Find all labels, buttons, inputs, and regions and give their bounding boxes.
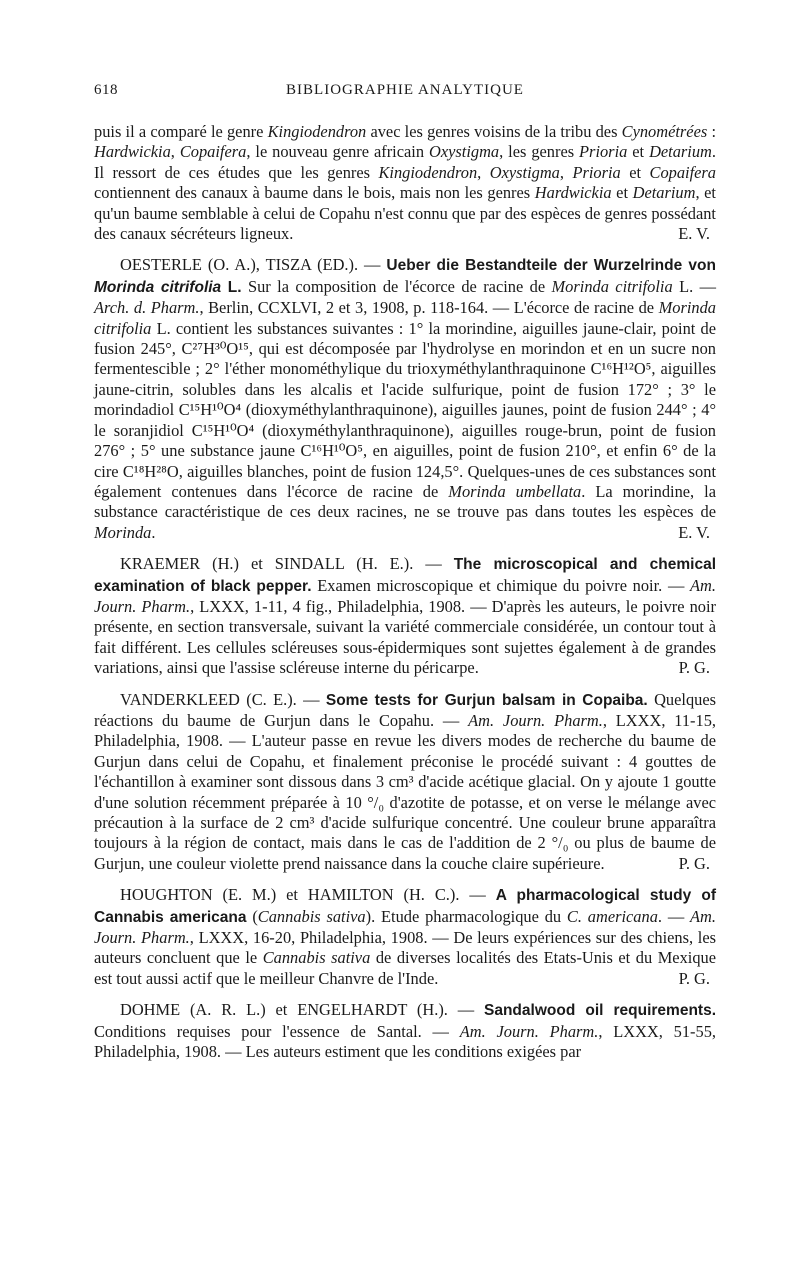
reviewer-signature: E. V. bbox=[678, 224, 710, 244]
entry-title: Sandalwood oil requirements. bbox=[484, 1002, 717, 1020]
page-body bbox=[94, 122, 716, 1073]
reviewer-signature: P. G. bbox=[678, 853, 710, 873]
reviewer-signature: E. V. bbox=[678, 522, 710, 542]
bibliography-entry-vanderkleed: VANDERKLEED (C. E.). — Some tests for Gurjun balsam in Copaiba. Quelques réactions du baume de Gurjun dans le Copahu. — Am. Journ. Pharm., LXXX, 11-15, Philadelphia, 1908. — L'auteur passe en revue les divers modes de recherche du baume de Gurjun dans celui de Copahu, et finalement préconise le procédé suivant : 4 gouttes de l'échantillon à examiner sont dissous dans 3 cm³ d'acide acétique glacial. On y ajoute 1 goutte d'une solution récemment préparée à 10 °/₀ d'azotite de potasse, et on verse le mélange avec précaution à la surface de 2 cm³ d'acide sulfurique concentré. Une couleur brune apparaîtra toujours à la région de contact, mais dans le cas de l'addition de 2 °/₀ ou plus de baume de Gurjun, une couleur violette prend naissance dans la couche claire supérieure. P. G. bbox=[94, 689, 716, 873]
entry-title: The microscopical and chemical examination of black pepper. bbox=[94, 556, 716, 595]
entry-title: Some tests for Gurjun balsam in Copaiba. bbox=[325, 691, 648, 709]
reviewer-signature: P. G. bbox=[678, 658, 710, 678]
page-number: 618 bbox=[94, 82, 118, 98]
paragraph-continuation: puis il a comparé le genre Kingiodendron avec les genres voisins de la tribu des Cynométrées : Hardwickia, Copaifera, le nouveau genre africain Oxystigma, les genres Prioria et Detarium. Il ressort de ces études que les genres Kingiodendron, Oxystigma, Prioria et Copaifera contiennent des canaux à baume dans le bois, mais non les genres Hardwickia et Detarium, et qu'un baume semblable à celui de Copahu n'est connu que par des espèces de genres possédant des canaux sécréteurs ligneux. E. V. bbox=[94, 122, 717, 244]
page-header bbox=[94, 82, 716, 106]
reviewer-signature: P. G. bbox=[678, 968, 710, 988]
entry-title: A pharmacological study of Cannabis americana bbox=[94, 887, 716, 926]
entry-author: HOUGHTON (E. M.) et HAMILTON (H. C.). — bbox=[120, 885, 496, 905]
bibliography-entry-oesterle: OESTERLE (O. A.), TISZA (ED.). — Ueber die Bestandteile der Wurzelrinde von Morinda citrifolia L. Sur la composition de l'écorce de racine de Morinda citrifolia L. — Arch. d. Pharm., Berlin, CCXLVI, 2 et 3, 1908, p. 118-164. — L'écorce de racine de Morinda citrifolia L. contient les substances suivantes : 1° la morindine, aiguilles jaune-clair, point de fusion 245°, C²⁷H³⁰O¹⁵, qui est décomposée par l'hydrolyse en morindon et en un sucre non fermentescible ; 2° l'éther monométhylique du trioxyméthylanthraquinone C¹⁶H¹²O⁵, aiguilles jaune-citrin, solubles dans les alcalis et l'acide sulfurique, point de fusion 172° ; 3° le morindadiol C¹⁵H¹⁰O⁴ (dioxyméthylanthraquinone), aiguilles jaunes, point de fusion 244° ; 4° le soranjidiol C¹⁵H¹⁰O⁴ (dioxyméthylanthraquinone), aiguilles rouge-brun, point de fusion 276° ; 5° une substance jaune C¹⁶H¹⁰O⁵, en aiguilles, point de fusion 210°, et enfin 6° de la cire C¹⁸H²⁸O, aiguilles blanches, point de fusion 124,5°. Quelques-unes de ces substances sont également contenues dans l'écorce de racine de Morinda umbellata. La morindine, la substance caractéristique de ces deux racines, ne se trouve pas dans toutes les espèces de Morinda. E. V. bbox=[94, 255, 716, 542]
bibliography-entry-houghton: HOUGHTON (E. M.) et HAMILTON (H. C.). — A pharmacological study of Cannabis americana (Cannabis sativa). Etude pharmacologique du C. americana. — Am. Journ. Pharm., LXXX, 16-20, Philadelphia, 1908. — De leurs expériences sur des chiens, les auteurs concluent que le Cannabis sativa de diverses localités des Etats-Unis et du Mexique est tout aussi actif que le meilleur Chanvre de l'Inde. P. G. bbox=[94, 885, 716, 988]
entry-author: VANDERKLEED (C. E.). — bbox=[120, 689, 326, 709]
bibliography-entry-kraemer: KRAEMER (H.) et SINDALL (H. E.). — The microscopical and chemical examination of black pepper. Examen microscopique et chimique du poivre noir. — Am. Journ. Pharm., LXXX, 1-11, 4 fig., Philadelphia, 1908. — D'après les auteurs, le poivre noir présente, en section transversale, suivant la variété commerciale considérée, un contour tout à fait différent. Les cellules scléreuses sous-épidermiques sont sujettes également à de grandes variations, ainsi que l'assise scléreuse interne du péricarpe. P. G. bbox=[94, 554, 716, 678]
entry-author: OESTERLE (O. A.), TISZA (ED.). — bbox=[120, 255, 387, 275]
entry-author: DOHME (A. R. L.) et ENGELHARDT (H.). — bbox=[120, 1000, 484, 1020]
running-title: BIBLIOGRAPHIE ANALYTIQUE bbox=[286, 82, 524, 98]
bibliography-entry-dohme: DOHME (A. R. L.) et ENGELHARDT (H.). — Sandalwood oil requirements. Conditions requises pour l'essence de Santal. — Am. Journ. Pharm., LXXX, 51-55, Philadelphia, 1908. — Les auteurs estiment que les conditions exigées par bbox=[94, 1000, 717, 1062]
entry-author: KRAEMER (H.) et SINDALL (H. E.). — bbox=[120, 554, 454, 574]
entry-title: Ueber die Bestandteile der Wurzelrinde von bbox=[386, 257, 716, 275]
